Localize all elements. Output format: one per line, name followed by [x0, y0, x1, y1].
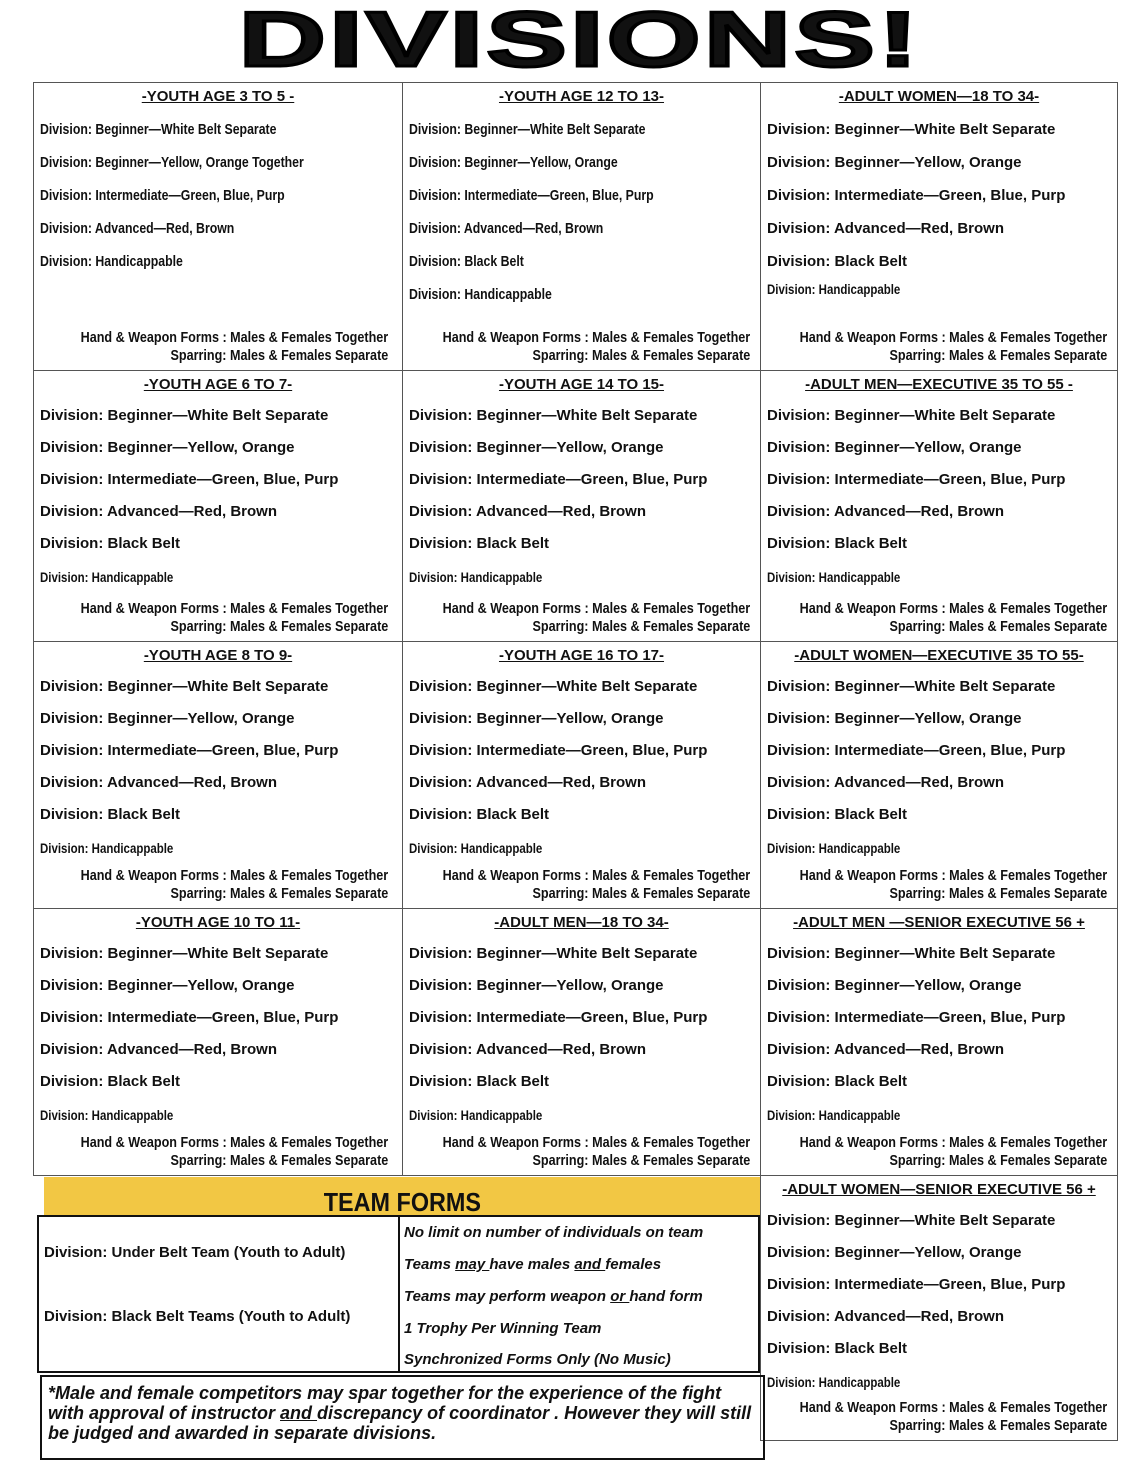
- division-cell: [402, 641, 761, 909]
- division-item: Division: Beginner—Yellow, Orange Together: [40, 154, 304, 171]
- division-heading: -ADULT WOMEN—18 TO 34-: [838, 88, 1040, 105]
- division-item: Division: Beginner—White Belt Separate: [767, 121, 1056, 138]
- division-cell: [760, 82, 1118, 371]
- division-item: Division: Black Belt: [767, 806, 908, 823]
- division-item: Division: Intermediate—Green, Blue, Purp: [409, 742, 708, 759]
- division-item: Division: Handicappable: [767, 840, 901, 856]
- division-item: Division: Black Belt: [767, 1340, 908, 1357]
- division-cell: [402, 908, 761, 1176]
- division-cell: [33, 641, 403, 909]
- division-item: Division: Beginner—White Belt Separate: [767, 1212, 1056, 1229]
- division-heading: -ADULT MEN—18 TO 34-: [494, 914, 669, 931]
- division-item: Division: Intermediate—Green, Blue, Purp: [40, 471, 339, 488]
- division-item: Division: Black Belt: [40, 806, 181, 823]
- division-item: Division: Advanced—Red, Brown: [767, 774, 1004, 791]
- division-item: Division: Handicappable: [40, 253, 183, 270]
- division-item: Division: Handicappable: [767, 281, 901, 297]
- forms-rule: Hand & Weapon Forms : Males & Females Together: [80, 600, 388, 617]
- division-item: Division: Black Belt: [767, 253, 908, 270]
- sparring-rule: Sparring: Males & Females Separate: [170, 1152, 388, 1169]
- sparring-rule: Sparring: Males & Females Separate: [889, 1417, 1107, 1434]
- division-item: Division: Advanced—Red, Brown: [767, 220, 1004, 237]
- division-item: Division: Intermediate—Green, Blue, Purp: [40, 187, 285, 204]
- division-item: Division: Beginner—White Belt Separate: [409, 121, 646, 138]
- team-rule: Teams may have males and females: [404, 1256, 662, 1273]
- division-item: Division: Intermediate—Green, Blue, Purp: [409, 471, 708, 488]
- division-item: Division: Handicappable: [40, 840, 174, 856]
- division-item: Division: Advanced—Red, Brown: [409, 503, 646, 520]
- forms-rule: Hand & Weapon Forms : Males & Females Together: [799, 1399, 1107, 1416]
- division-heading: -ADULT WOMEN—EXECUTIVE 35 TO 55-: [794, 647, 1084, 664]
- division-item: Division: Beginner—Yellow, Orange: [409, 154, 618, 171]
- division-item: Division: Beginner—Yellow, Orange: [767, 710, 1022, 727]
- division-item: Division: Advanced—Red, Brown: [40, 503, 277, 520]
- division-item: Division: Beginner—Yellow, Orange: [767, 439, 1022, 456]
- division-item: Division: Black Belt: [409, 535, 550, 552]
- division-heading: -YOUTH AGE 16 TO 17-: [498, 647, 665, 664]
- division-item: Division: Beginner—Yellow, Orange: [767, 1244, 1022, 1261]
- division-item: Division: Handicappable: [767, 1107, 901, 1123]
- division-item: Division: Intermediate—Green, Blue, Purp: [767, 1009, 1066, 1026]
- division-item: Division: Black Belt: [409, 1073, 550, 1090]
- division-item: Division: Beginner—White Belt Separate: [767, 678, 1056, 695]
- division-heading: -YOUTH AGE 6 TO 7-: [143, 376, 293, 393]
- sparring-rule: Sparring: Males & Females Separate: [889, 885, 1107, 902]
- division-item: Division: Handicappable: [767, 569, 901, 585]
- division-item: Division: Beginner—White Belt Separate: [40, 945, 329, 962]
- team-rule: Teams may perform weapon or hand form: [404, 1288, 703, 1305]
- division-item: Division: Beginner—White Belt Separate: [409, 945, 698, 962]
- forms-rule: Hand & Weapon Forms : Males & Females Together: [442, 867, 750, 884]
- division-item: Division: Intermediate—Green, Blue, Purp: [40, 1009, 339, 1026]
- division-item: Division: Beginner—White Belt Separate: [409, 407, 698, 424]
- division-item: Division: Intermediate—Green, Blue, Purp: [40, 742, 339, 759]
- forms-rule: Hand & Weapon Forms : Males & Females Together: [80, 1134, 388, 1151]
- sparring-note: *Male and female competitors may spar together for the experience of the fight with approval of instructor and discrepancy of coordinator . However they will still be judged and awarded in separate divisions.: [40, 1375, 765, 1460]
- team-division: Division: Black Belt Teams (Youth to Adult): [44, 1308, 351, 1325]
- division-item: Division: Advanced—Red, Brown: [409, 774, 646, 791]
- sparring-rule: Sparring: Males & Females Separate: [532, 347, 750, 364]
- division-item: Division: Beginner—White Belt Separate: [767, 407, 1056, 424]
- division-cell: [760, 641, 1118, 909]
- division-cell: [33, 908, 403, 1176]
- forms-rule: Hand & Weapon Forms : Males & Females Together: [799, 867, 1107, 884]
- forms-rule: Hand & Weapon Forms : Males & Females Together: [80, 329, 388, 346]
- division-item: Division: Handicappable: [409, 286, 552, 303]
- sparring-rule: Sparring: Males & Females Separate: [889, 1152, 1107, 1169]
- forms-rule: Hand & Weapon Forms : Males & Females Together: [80, 867, 388, 884]
- division-cell: [33, 82, 403, 371]
- division-item: Division: Black Belt: [409, 806, 550, 823]
- division-heading: -YOUTH AGE 12 TO 13-: [498, 88, 665, 105]
- division-heading: -ADULT MEN—EXECUTIVE 35 TO 55 -: [805, 376, 1073, 393]
- division-item: Division: Handicappable: [40, 1107, 174, 1123]
- division-item: Division: Advanced—Red, Brown: [40, 220, 235, 237]
- division-item: Division: Advanced—Red, Brown: [767, 1041, 1004, 1058]
- division-heading: -YOUTH AGE 14 TO 15-: [498, 376, 665, 393]
- division-item: Division: Handicappable: [409, 1107, 543, 1123]
- division-heading: -YOUTH AGE 8 TO 9-: [143, 647, 293, 664]
- sparring-rule: Sparring: Males & Females Separate: [170, 618, 388, 635]
- division-item: Division: Intermediate—Green, Blue, Purp: [767, 1276, 1066, 1293]
- division-item: Division: Intermediate—Green, Blue, Purp: [767, 471, 1066, 488]
- division-item: Division: Black Belt: [40, 1073, 181, 1090]
- team-rule: 1 Trophy Per Winning Team: [404, 1320, 602, 1337]
- division-item: Division: Beginner—Yellow, Orange: [40, 977, 295, 994]
- division-item: Division: Intermediate—Green, Blue, Purp: [767, 742, 1066, 759]
- division-cell: [402, 82, 761, 371]
- division-cell: [760, 908, 1118, 1176]
- forms-rule: Hand & Weapon Forms : Males & Females Together: [442, 1134, 750, 1151]
- division-cell: [760, 1175, 1118, 1441]
- sparring-rule: Sparring: Males & Females Separate: [889, 618, 1107, 635]
- division-item: Division: Black Belt: [767, 1073, 908, 1090]
- team-forms-banner: [44, 1177, 760, 1217]
- division-item: Division: Handicappable: [767, 1374, 901, 1390]
- division-heading: -ADULT WOMEN—SENIOR EXECUTIVE 56 +: [782, 1181, 1096, 1198]
- division-item: Division: Handicappable: [40, 569, 174, 585]
- division-item: Division: Black Belt: [409, 253, 524, 270]
- sparring-rule: Sparring: Males & Females Separate: [532, 885, 750, 902]
- division-item: Division: Beginner—Yellow, Orange: [767, 977, 1022, 994]
- team-rule: Synchronized Forms Only (No Music): [404, 1351, 671, 1368]
- forms-rule: Hand & Weapon Forms : Males & Females Together: [799, 1134, 1107, 1151]
- division-item: Division: Advanced—Red, Brown: [40, 774, 277, 791]
- division-item: Division: Beginner—Yellow, Orange: [409, 439, 664, 456]
- division-item: Division: Black Belt: [40, 535, 181, 552]
- team-forms-table: [37, 1215, 760, 1373]
- sparring-rule: Sparring: Males & Females Separate: [170, 885, 388, 902]
- sparring-rule: Sparring: Males & Females Separate: [889, 347, 1107, 364]
- team-forms-title: TEAM FORMS: [323, 1187, 481, 1217]
- division-cell: [760, 370, 1118, 642]
- page-title: DIVISIONS!: [238, 0, 922, 83]
- division-cell: [33, 370, 403, 642]
- forms-rule: Hand & Weapon Forms : Males & Females Together: [442, 600, 750, 617]
- division-item: Division: Beginner—Yellow, Orange: [767, 154, 1022, 171]
- division-item: Division: Intermediate—Green, Blue, Purp: [409, 1009, 708, 1026]
- forms-rule: Hand & Weapon Forms : Males & Females Together: [799, 600, 1107, 617]
- division-item: Division: Handicappable: [409, 569, 543, 585]
- forms-rule: Hand & Weapon Forms : Males & Females Together: [799, 329, 1107, 346]
- division-item: Division: Black Belt: [767, 535, 908, 552]
- division-heading: -ADULT MEN —SENIOR EXECUTIVE 56 +: [793, 914, 1085, 931]
- division-heading: -YOUTH AGE 10 TO 11-: [135, 914, 301, 931]
- division-item: Division: Advanced—Red, Brown: [409, 1041, 646, 1058]
- division-item: Division: Advanced—Red, Brown: [40, 1041, 277, 1058]
- division-item: Division: Intermediate—Green, Blue, Purp: [767, 187, 1066, 204]
- division-item: Division: Beginner—Yellow, Orange: [40, 710, 295, 727]
- division-item: Division: Intermediate—Green, Blue, Purp: [409, 187, 654, 204]
- division-cell: [402, 370, 761, 642]
- team-rule: No limit on number of individuals on team: [404, 1224, 704, 1241]
- division-item: Division: Beginner—White Belt Separate: [40, 678, 329, 695]
- team-division: Division: Under Belt Team (Youth to Adult): [44, 1244, 346, 1261]
- division-item: Division: Advanced—Red, Brown: [767, 503, 1004, 520]
- division-item: Division: Beginner—White Belt Separate: [409, 678, 698, 695]
- division-item: Division: Handicappable: [409, 840, 543, 856]
- division-item: Division: Advanced—Red, Brown: [767, 1308, 1004, 1325]
- table-divider: [398, 1217, 400, 1371]
- sparring-rule: Sparring: Males & Females Separate: [532, 618, 750, 635]
- division-heading: -YOUTH AGE 3 TO 5 -: [141, 88, 295, 105]
- division-item: Division: Beginner—Yellow, Orange: [409, 710, 664, 727]
- division-item: Division: Advanced—Red, Brown: [409, 220, 604, 237]
- division-item: Division: Beginner—White Belt Separate: [40, 407, 329, 424]
- division-item: Division: Beginner—White Belt Separate: [40, 121, 277, 138]
- division-item: Division: Beginner—Yellow, Orange: [409, 977, 664, 994]
- sparring-rule: Sparring: Males & Females Separate: [532, 1152, 750, 1169]
- forms-rule: Hand & Weapon Forms : Males & Females Together: [442, 329, 750, 346]
- division-item: Division: Beginner—Yellow, Orange: [40, 439, 295, 456]
- division-item: Division: Beginner—White Belt Separate: [767, 945, 1056, 962]
- sparring-rule: Sparring: Males & Females Separate: [170, 347, 388, 364]
